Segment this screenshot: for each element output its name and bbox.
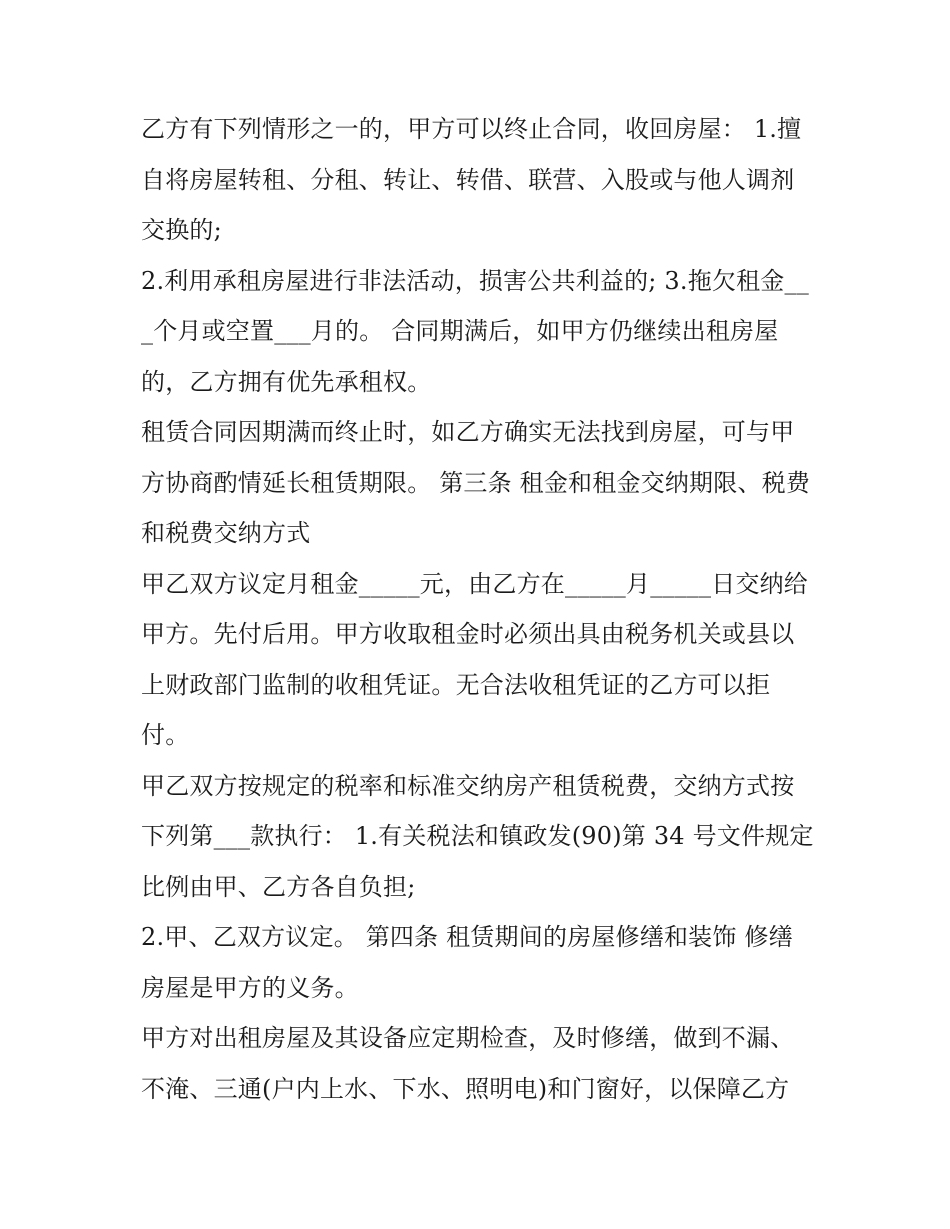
paragraph-inspection: 甲方对出租房屋及其设备应定期检查，及时修缮，做到不漏、不淹、三通(户内上水、下水、照明电)和门窗好，以保障乙方 bbox=[141, 1024, 795, 1103]
paragraph-monthly-rent: 甲乙双方议定月租金_____元，由乙方在_____月_____日交纳给甲方。先付后用。甲方收取租金时必须出具由税务机关或县以上财政部门监制的收租凭证。无合法收租凭证的乙方可以拒付。 bbox=[141, 569, 808, 749]
paragraph-illegal-use-and-renewal: 2.利用承租房屋进行非法活动，损害公共利益的; 3.拖欠租金___个月或空置___月的。 合同期满后，如甲方仍继续出租房屋的，乙方拥有优先承租权。 bbox=[141, 266, 809, 396]
paragraph-repair-obligation: 2.甲、乙双方议定。 第四条 租赁期间的房屋修缮和装饰 修缮房屋是甲方的义务。 bbox=[141, 923, 793, 1002]
paragraph-lease-extension: 租赁合同因期满而终止时，如乙方确实无法找到房屋，可与甲方协商酌情延长租赁期限。 第三条 租金和租金交纳期限、税费和税费交纳方式 bbox=[141, 418, 811, 547]
document-body bbox=[141, 104, 816, 1114]
paragraph-tax-payment: 甲乙双方按规定的税率和标准交纳房产租赁税费，交纳方式按下列第___款执行： 1.有关税法和镇政发(90)第 34 号文件规定比例由甲、乙方各自负担; bbox=[141, 771, 814, 901]
paragraph-termination-conditions: 乙方有下列情形之一的，甲方可以终止合同，收回房屋： 1.擅自将房屋转租、分租、转让、转借、联营、入股或与他人调剂交换的; bbox=[141, 115, 802, 244]
